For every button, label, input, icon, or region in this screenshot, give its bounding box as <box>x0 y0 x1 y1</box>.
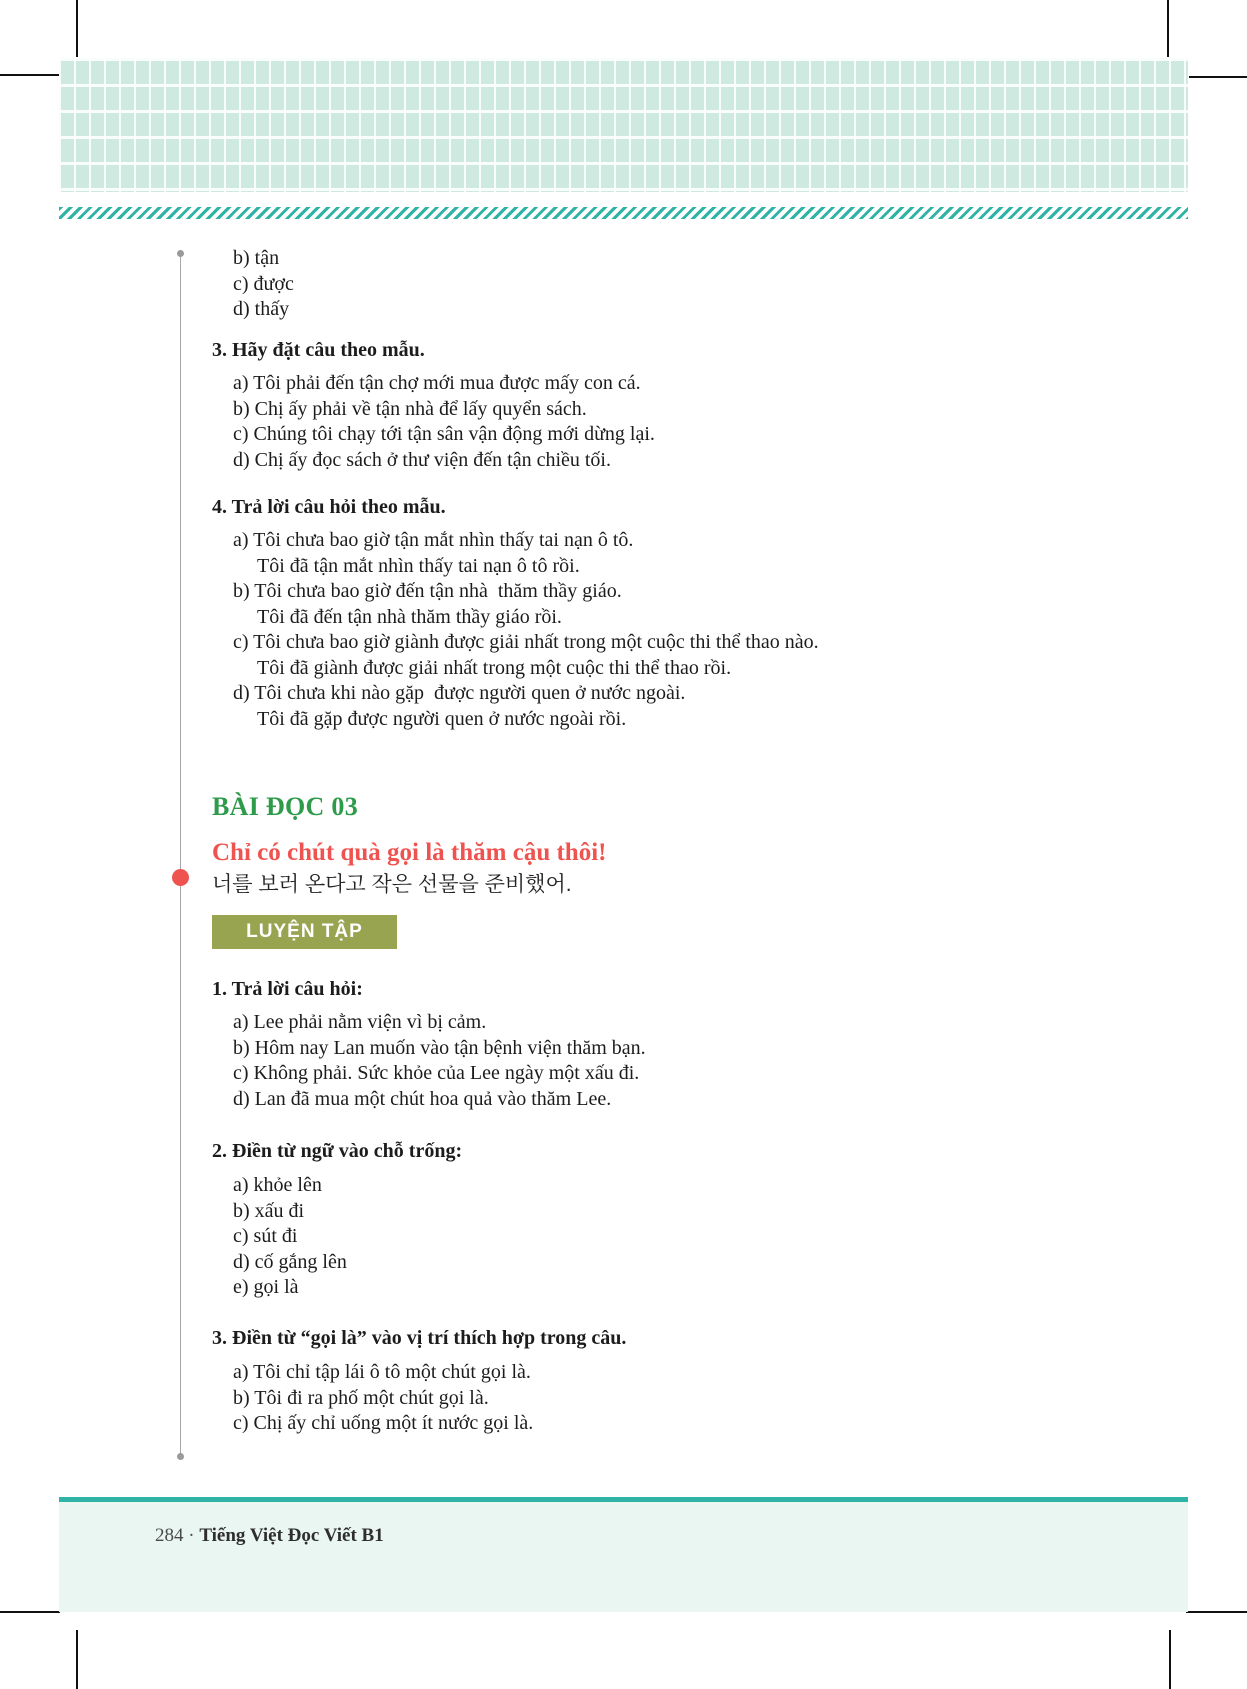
book-title: Tiếng Việt Đọc Viết B1 <box>199 1525 384 1546</box>
crop-mark-bottom-left-horizontal <box>0 1611 60 1613</box>
section-rule <box>180 253 181 1457</box>
reading-section-label: BÀI ĐỌC 03 <box>212 792 359 821</box>
answer-option: d) thấy <box>233 298 290 320</box>
crop-mark-top-right-vertical <box>1167 0 1169 57</box>
crop-mark-bottom-right-vertical <box>1169 1630 1171 1689</box>
exercise-heading: 3. Hãy đặt câu theo mẫu. <box>212 339 425 361</box>
exercise-item-list <box>233 371 655 473</box>
exercise-heading: 1. Trả lời câu hỏi: <box>212 978 363 1000</box>
exercise-item: b) Tôi đi ra phố một chút gọi là. <box>233 1386 489 1409</box>
crop-mark-top-left-vertical <box>76 0 78 57</box>
exercise-answer: Tôi đã gặp được người quen ở nước ngoài rồi. <box>257 707 627 730</box>
header-grid-band <box>59 58 1188 192</box>
exercise-item: a) Lee phải nằm viện vì bị cảm. <box>233 1011 487 1033</box>
exercise-item: c) Không phải. Sức khỏe của Lee ngày một xấu đi. <box>233 1062 640 1084</box>
footer-strip <box>59 1502 1188 1612</box>
exercise-heading: 4. Trả lời câu hỏi theo mẫu. <box>212 496 446 518</box>
exercise-item: b) Chị ấy phải về tận nhà để lấy quyển sách. <box>233 397 587 420</box>
crop-mark-bottom-left-vertical <box>76 1630 78 1689</box>
exercise-item: d) cố gắng lên <box>233 1250 347 1273</box>
page-number: 284 <box>155 1525 184 1546</box>
exercise-question: b) Tôi chưa bao giờ đến tận nhà thăm thầy giáo. <box>233 580 622 602</box>
exercise-item: c) Chúng tôi chạy tới tận sân vận động mới dừng lại. <box>233 423 655 445</box>
exercise-item: a) Tôi phải đến tận chợ mới mua được mấy con cá. <box>233 372 641 394</box>
exercise-heading: 3. Điền từ “gọi là” vào vị trí thích hợp trong câu. <box>212 1327 627 1349</box>
exercise-item: d) Lan đã mua một chút hoa quả vào thăm Lee. <box>233 1087 612 1110</box>
exercise-item: d) Chị ấy đọc sách ở thư viện đến tận chiều tối. <box>233 448 611 471</box>
crop-mark-top-left-horizontal <box>0 74 59 76</box>
exercise-question: d) Tôi chưa khi nào gặp được người quen ở nước ngoài. <box>233 682 686 704</box>
answer-option: b) tận <box>233 247 280 269</box>
exercise-item-list <box>233 1173 347 1301</box>
exercise-question: a) Tôi chưa bao giờ tận mắt nhìn thấy tai nạn ô tô. <box>233 529 634 551</box>
reading-title: Chỉ có chút quà gọi là thăm cậu thôi! <box>212 839 607 866</box>
exercise-qa-list <box>233 528 819 732</box>
reading-subtitle-korean: 너를 보러 온다고 작은 선물을 준비했어. <box>212 873 572 896</box>
exercise-item-list <box>233 1010 646 1112</box>
answer-options-list <box>233 246 294 323</box>
practice-badge-label: LUYỆN TẬP <box>246 921 363 942</box>
crop-mark-top-right-horizontal <box>1189 76 1247 78</box>
footer-separator: · <box>188 1525 195 1546</box>
exercise-item: c) Chị ấy chỉ uống một ít nước gọi là. <box>233 1412 534 1434</box>
practice-badge <box>212 915 397 949</box>
exercise-answer: Tôi đã giành được giải nhất trong một cuộc thi thể thao rồi. <box>257 656 732 679</box>
exercise-item: a) khỏe lên <box>233 1174 322 1196</box>
exercise-item: c) sút đi <box>233 1225 298 1247</box>
exercise-answer: Tôi đã đến tận nhà thăm thầy giáo rồi. <box>257 605 562 628</box>
exercise-answer: Tôi đã tận mắt nhìn thấy tai nạn ô tô rồi. <box>257 554 580 577</box>
answer-option: c) được <box>233 272 294 295</box>
rule-dot-top <box>177 250 184 257</box>
exercise-item: a) Tôi chỉ tập lái ô tô một chút gọi là. <box>233 1361 531 1383</box>
rule-dot-bottom <box>177 1453 184 1460</box>
exercise-item: b) Hôm nay Lan muốn vào tận bệnh viện thăm bạn. <box>233 1036 646 1059</box>
exercise-item: e) gọi là <box>233 1276 299 1298</box>
exercise-item: b) xấu đi <box>233 1199 305 1222</box>
reading-marker-dot <box>172 869 189 886</box>
exercise-item-list <box>233 1360 533 1437</box>
exercise-heading: 2. Điền từ ngữ vào chỗ trống: <box>212 1140 463 1162</box>
exercise-question: c) Tôi chưa bao giờ giành được giải nhất trong một cuộc thi thể thao nào. <box>233 631 819 653</box>
crop-mark-bottom-right-horizontal <box>1186 1611 1247 1613</box>
hatch-divider <box>59 207 1188 219</box>
footer-text <box>155 1524 384 1548</box>
